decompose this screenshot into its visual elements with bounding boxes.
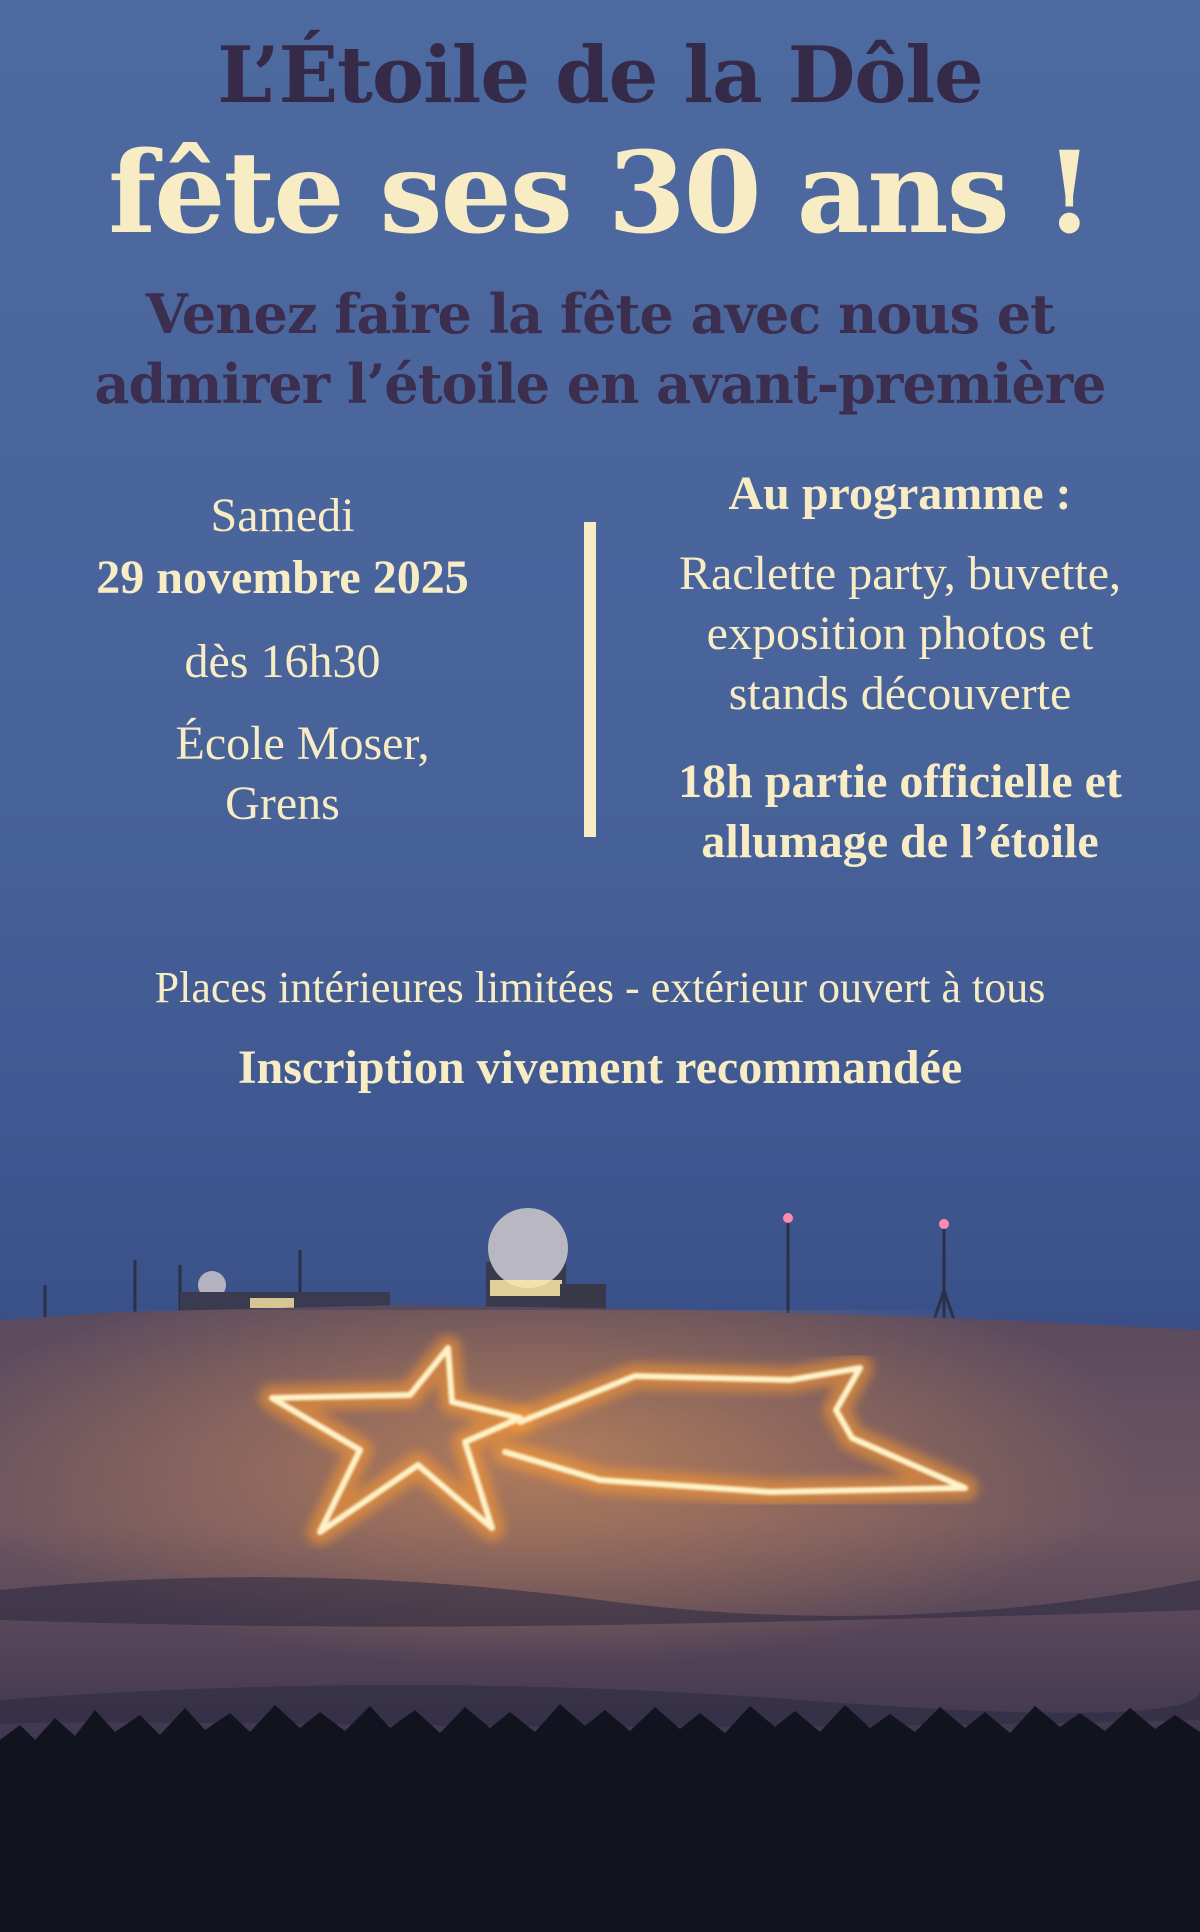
event-venue: École Moser, [175, 717, 430, 770]
poster-headline: fête ses 30 ans ! [108, 128, 1092, 259]
subtitle-line-2: admirer l’étoile en avant-première [94, 352, 1106, 416]
column-divider [584, 522, 596, 837]
program-activities-1: Raclette party, buvette, [678, 547, 1122, 600]
event-date: 29 novembre 2025 [96, 551, 469, 604]
program-official-1: 18h partie officielle et [678, 755, 1122, 808]
radar-dome-icon [486, 1208, 606, 1322]
program-activities-2: exposition photos et [706, 607, 1094, 660]
mountain-star-photo [0, 1180, 1200, 1932]
program-activities-3: stands découverte [728, 667, 1072, 720]
forest-treeline [0, 1704, 1200, 1932]
program-heading: Au programme : [728, 467, 1072, 520]
poster-title: L’Étoile de la Dôle [217, 30, 983, 121]
registration-notice: Inscription vivement recommandée [237, 1041, 963, 1094]
event-town: Grens [225, 777, 340, 830]
event-day: Samedi [210, 489, 355, 542]
event-time: dès 16h30 [184, 635, 381, 688]
places-notice: Places intérieures limitées - extérieur ouvert à tous [154, 963, 1046, 1012]
subtitle-line-1: Venez faire la fête avec nous et [145, 282, 1055, 346]
program-official-2: allumage de l’étoile [701, 815, 1099, 868]
